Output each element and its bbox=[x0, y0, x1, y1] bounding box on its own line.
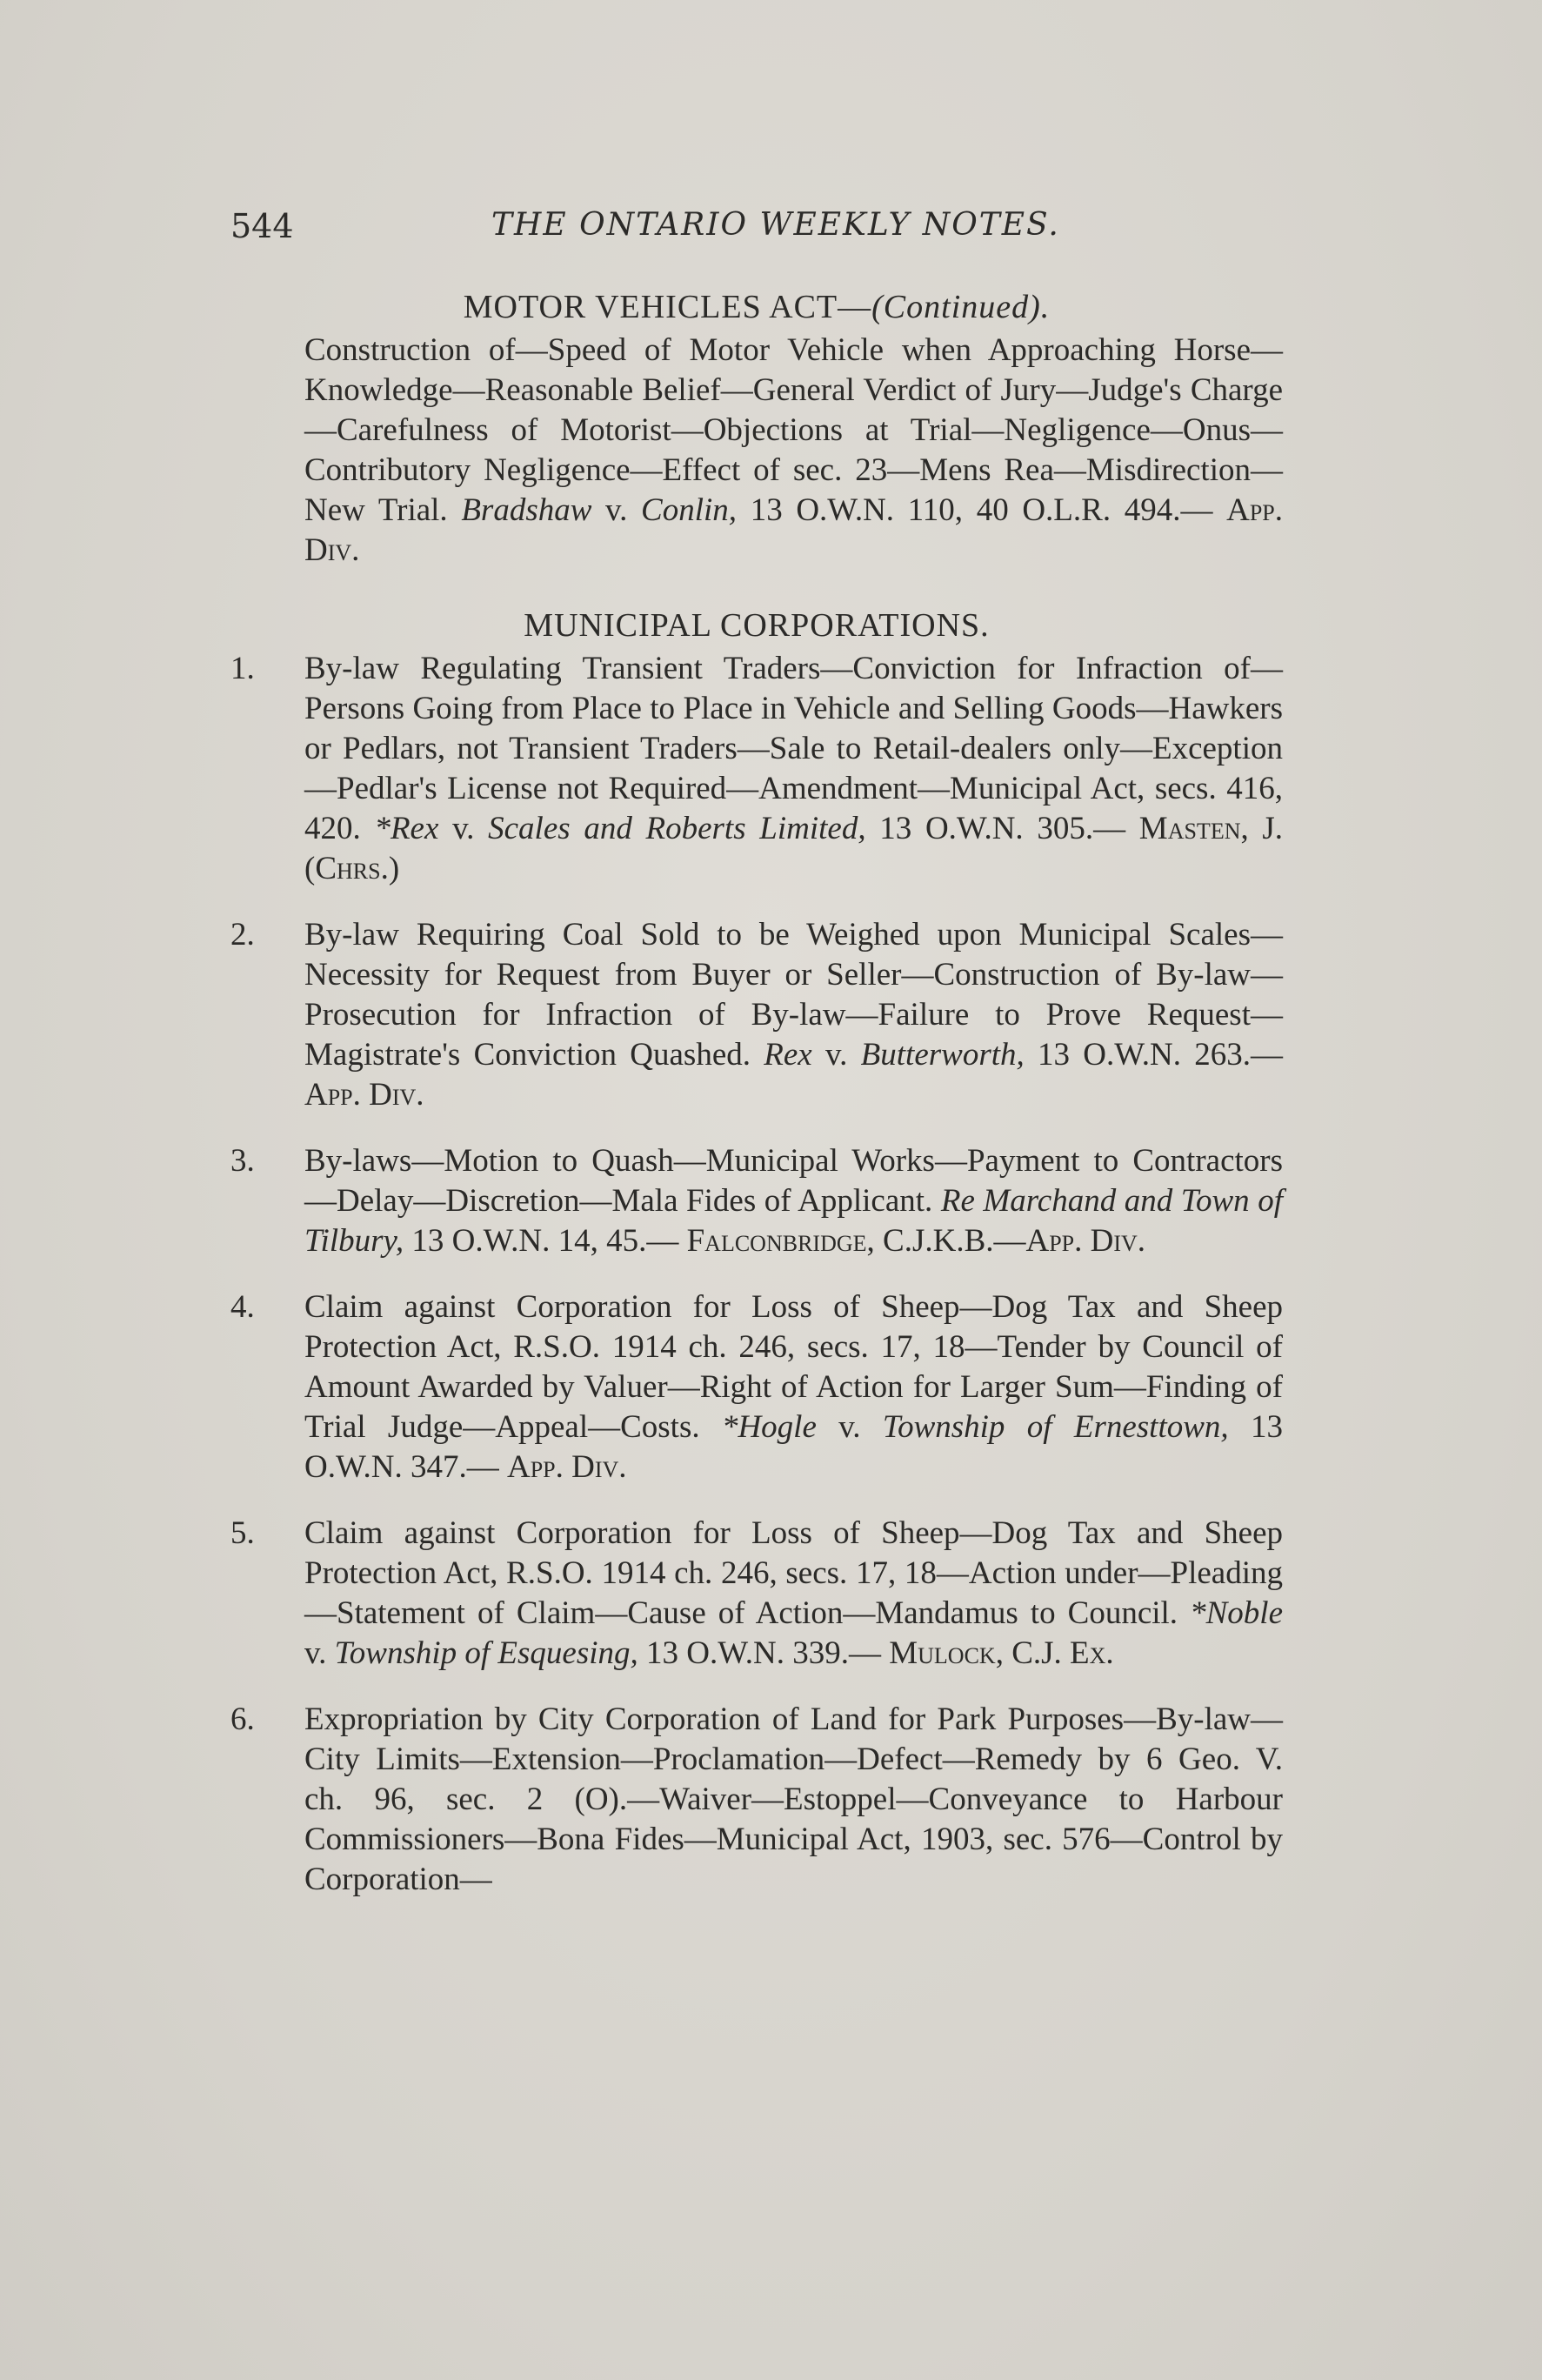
entry-text bbox=[304, 649, 1283, 889]
entry-body: By-law Regulating Transient Traders—Conviction for Infraction of—Persons Going from Place to Place in Vehicle and Selling Goods—Hawkers or Pedlars, not Transient Traders—Sale to Retail-dealers only—Exception—Pedlar's License not Required—Amendment—Municipal Act, secs. 416, 420. bbox=[304, 651, 1283, 846]
case-citation: 13 O.W.N. 347.— bbox=[304, 1409, 1283, 1485]
list-item bbox=[230, 1700, 1283, 1900]
entry-number: 4. bbox=[230, 1289, 255, 1325]
case-citation: 13 O.W.N. 14, 45.— bbox=[411, 1223, 679, 1259]
case-versus: v. bbox=[452, 811, 475, 846]
case-party-a: *Hogle bbox=[721, 1409, 817, 1445]
case-party-b: Township of Ernesttown, bbox=[882, 1409, 1229, 1445]
case-citation: 13 O.W.N. 263.— bbox=[1038, 1037, 1284, 1073]
entry-body: By-laws—Motion to Quash—Municipal Works—Payment to Contractors—Delay—Discretion—Mala Fides of Applicant. bbox=[304, 1143, 1283, 1219]
case-party-b: Conlin, bbox=[641, 492, 738, 528]
motor-vehicles-text: Construction of—Speed of Motor Vehicle when Approaching Horse—Knowledge—Reasonable Belief—General Verdict of Jury—Judge's Charge—Carefulness of Motorist—Objections at Trial—Negligence—Onus—Contributory Negligence—Effect of sec. 23—Mens Rea—Misdirection—New Trial. bbox=[304, 332, 1283, 528]
entry-body: Claim against Corporation for Loss of Sheep—Dog Tax and Sheep Protection Act, R.S.O. 1914 ch. 246, secs. 17, 18—Tender by Council of Amount Awarded by Valuer—Right of Action for Larger Sum—Finding of Trial Judge—Appeal—Costs. bbox=[304, 1289, 1283, 1445]
entry-text bbox=[304, 1287, 1283, 1488]
case-citation: 13 O.W.N. 110, 40 O.L.R. 494.— bbox=[750, 492, 1213, 528]
page-content bbox=[230, 287, 1283, 1926]
page-header bbox=[230, 207, 1300, 259]
case-party-b: Butterworth, bbox=[860, 1037, 1025, 1073]
entry-text bbox=[304, 1514, 1283, 1674]
case-versus: v. bbox=[838, 1409, 861, 1445]
entry-text bbox=[304, 1700, 1283, 1900]
continued-label: (Continued). bbox=[871, 289, 1051, 325]
page-number: 544 bbox=[230, 207, 294, 245]
entry-text bbox=[304, 1141, 1283, 1261]
entry-body: By-law Requiring Coal Sold to be Weighed upon Municipal Scales—Necessity for Request from Buyer or Seller—Construction of By-law—Prosecution for Infraction of By-law—Failure to Prove Request—Magistrate's Conviction Quashed. bbox=[304, 917, 1283, 1073]
case-party-a: Rex bbox=[764, 1037, 812, 1073]
entry-number: 3. bbox=[230, 1143, 255, 1179]
entry-text bbox=[304, 915, 1283, 1115]
list-item bbox=[230, 1287, 1283, 1488]
case-party-b: Scales and Roberts Limited, bbox=[488, 811, 866, 846]
list-item bbox=[230, 649, 1283, 889]
list-item bbox=[230, 1514, 1283, 1674]
municipal-corporations-title: MUNICIPAL CORPORATIONS. bbox=[524, 607, 990, 644]
case-party-a: *Noble bbox=[1190, 1595, 1284, 1631]
case-party-b: Township of Esquesing, bbox=[334, 1635, 638, 1671]
entry-number: 5. bbox=[230, 1515, 255, 1551]
entry-number: 2. bbox=[230, 917, 255, 953]
case-citation: 13 O.W.N. 339.— bbox=[646, 1635, 881, 1671]
case-court: Masten, J. (Chrs.) bbox=[304, 811, 1284, 886]
case-party-a: *Rex bbox=[374, 811, 439, 846]
entry-number: 1. bbox=[230, 651, 255, 686]
case-citation: 13 O.W.N. 305.— bbox=[879, 811, 1126, 846]
case-court: Falconbridge, C.J.K.B.—App. Div. bbox=[686, 1223, 1146, 1259]
list-item bbox=[230, 1141, 1283, 1261]
case-versus: v. bbox=[304, 1635, 327, 1671]
entry-body: Expropriation by City Corporation of Land for Park Purposes—By-law—City Limits—Extension—Proclamation—Defect—Remedy by 6 Geo. V. ch. 96, sec. 2 (O).—Waiver—Estoppel—Conveyance to Harbour Commissioners—Bona Fides—Municipal Act, 1903, sec. 576—Control by Corporation— bbox=[304, 1701, 1283, 1897]
case-party-a: Bradshaw bbox=[461, 492, 592, 528]
motor-vehicles-title: MOTOR VEHICLES ACT— bbox=[463, 289, 872, 325]
case-court: App. Div. bbox=[304, 1077, 424, 1113]
case-court: App. Div. bbox=[506, 1449, 627, 1485]
running-title: THE ONTARIO WEEKLY NOTES. bbox=[491, 207, 1060, 243]
case-court: App. Div. bbox=[304, 492, 1284, 568]
case-versus: v. bbox=[605, 492, 628, 528]
motor-vehicles-heading bbox=[230, 287, 1283, 327]
case-court: Mulock, C.J. Ex. bbox=[889, 1635, 1114, 1671]
entry-number: 6. bbox=[230, 1701, 255, 1737]
list-item bbox=[230, 915, 1283, 1115]
motor-vehicles-entry bbox=[304, 331, 1283, 571]
case-versus: v. bbox=[825, 1037, 848, 1073]
motor-vehicles-section bbox=[230, 287, 1283, 571]
municipal-corporations-section bbox=[230, 605, 1283, 1900]
case-party-a: Re Marchand and Town of Tilbury, bbox=[304, 1183, 1284, 1259]
entry-body: Claim against Corporation for Loss of Sheep—Dog Tax and Sheep Protection Act, R.S.O. 1914 ch. 246, secs. 17, 18—Action under—Pleading—Statement of Claim—Cause of Action—Mandamus to Council. bbox=[304, 1515, 1283, 1631]
